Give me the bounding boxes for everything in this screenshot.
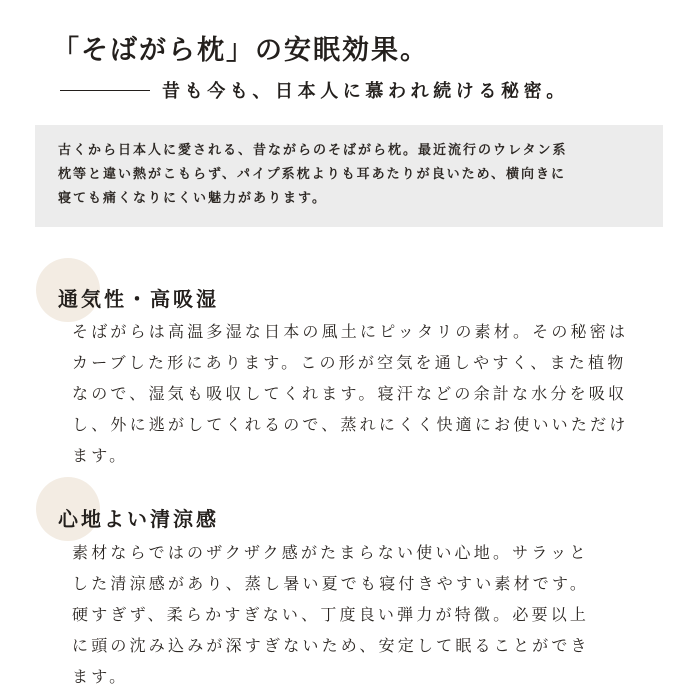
subtitle-row (60, 77, 569, 103)
body-line: 硬すぎず、柔らかすぎない、丁度良い弾力が特徴。必要以上 (72, 605, 590, 624)
intro-line: 枕等と違い熱がこもらず、パイプ系枕よりも耳あたりが良いため、横向きに (58, 167, 567, 182)
intro-line: 古くから日本人に愛される、昔ながらのそばがら枕。最近流行のウレタン系 (58, 143, 568, 158)
section-heading-breathability: 通気性・高吸湿 (58, 287, 219, 311)
body-line: ます。 (72, 667, 129, 686)
intro-box (35, 125, 663, 227)
body-line: ます。 (72, 446, 129, 465)
body-line: カーブした形にあります。この形が空気を通しやすく、また植物 (72, 353, 627, 372)
page-subtitle: 昔も今も、日本人に慕われ続ける秘密。 (162, 81, 569, 102)
body-line: なので、湿気も吸収してくれます。寝汗などの余計な水分を吸収 (72, 384, 628, 403)
intro-text (58, 139, 658, 211)
section-heading-coolness: 心地よい清涼感 (58, 507, 219, 531)
body-line: 素材ならではのザクザク感がたまらない使い心地。サラッと (72, 543, 589, 562)
intro-line: 寝ても痛くなりにくい魅力があります。 (58, 191, 327, 206)
body-line: に頭の沈み込みが深すぎないため、安定して眠ることができ (72, 636, 590, 655)
body-line: した清涼感があり、蒸し暑い夏でも寝付きやすい素材です。 (72, 574, 590, 593)
body-line: し、外に逃がしてくれるので、蒸れにくく快適にお使いいただけ (72, 415, 629, 434)
body-line: そばがらは高温多湿な日本の風土にピッタリの素材。その秘密は (72, 322, 629, 341)
page-title: 「そばがら枕」の安眠効果。 (52, 35, 429, 66)
section-body-breathability (72, 316, 662, 471)
section-body-coolness (72, 537, 662, 692)
subtitle-divider (60, 90, 150, 91)
